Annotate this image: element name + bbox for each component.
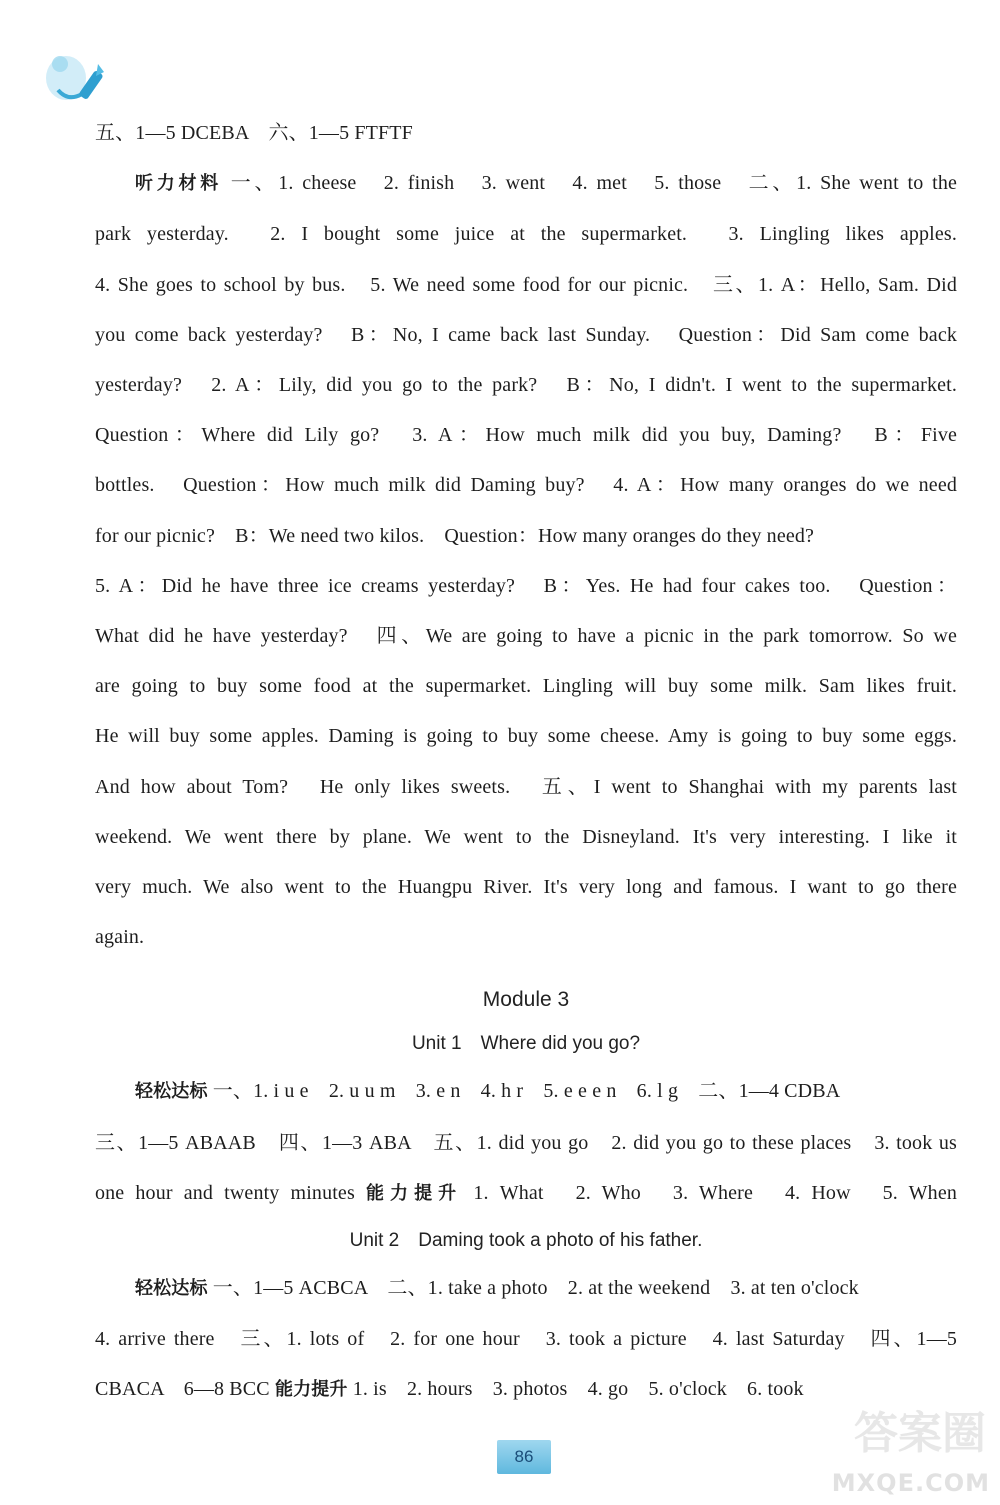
watermark-chinese: 答案圈	[854, 1408, 986, 1459]
text-line: park yesterday. 2. I bought some juice at the supermarket. 3. Lingling likes apples.	[95, 223, 957, 246]
text-line: He will buy some apples. Daming is going to buy some cheese. Amy is going to buy some eggs.	[95, 725, 957, 748]
text-line: bottles. Question：How much milk did Daming buy? 4. A：How many oranges do we need	[95, 474, 957, 497]
answer-page	[95, 108, 957, 1416]
unit-title: Unit 1 Where did you go?	[411, 1033, 641, 1055]
page-number-badge	[497, 1440, 551, 1474]
watermark-url: MXQE.COM	[831, 1469, 990, 1497]
text-line: yesterday? 2. A：Lily, did you go to the park? B：No, I didn't. I went to the supermarket.	[95, 374, 957, 397]
text-line	[95, 158, 957, 209]
text-line: 五、1—5 DCEBA 六、1—5 FTFTF	[95, 122, 413, 144]
text-segment: CBACA 6—8 BCC	[95, 1378, 270, 1401]
text-line	[95, 1066, 957, 1117]
text-segment: one hour and twenty minutes	[95, 1181, 355, 1204]
text-line: weekend. We went there by plane. We went to the Disneyland. It's very interesting. I like it	[95, 825, 957, 848]
listening-label: 听力材料	[135, 173, 222, 195]
text-line: Question：Where did Lily go? 3. A：How much milk did you buy, Daming? B：Five	[95, 424, 957, 447]
text-line: 三、1—5 ABAAB 四、1—3 ABA 五、1. did you go 2. did you go to these places 3. took us	[95, 1131, 957, 1154]
text-line: for our picnic? B：We need two kilos. Question：How many oranges do they need?	[95, 524, 815, 547]
section-label: 轻松达标	[135, 1081, 208, 1103]
text-segment: 一、1—5 ACBCA 二、1. take a photo 2. at the weekend 3. at ten o'clock	[212, 1277, 859, 1300]
module-title: Module 3	[482, 988, 570, 1012]
text-line: What did he have yesterday? 四、We are going to have a picnic in the park tomorrow. So we	[95, 625, 957, 648]
text-line	[95, 1168, 957, 1219]
text-line: you come back yesterday? B：No, I came back last Sunday. Question：Did Sam come back	[95, 323, 957, 346]
text-segment: 1. What 2. Who 3. Where 4. How 5. When	[473, 1181, 958, 1204]
text-line	[95, 1364, 957, 1415]
page-number: 86	[514, 1447, 534, 1466]
text-line: And how about Tom? He only likes sweets. 五、I went to Shanghai with my parents last	[95, 775, 957, 798]
corner-decoration-icon	[38, 42, 118, 112]
text-line: very much. We also went to the Huangpu River. It's very long and famous. I want to go there	[95, 876, 957, 899]
section-label: 轻松达标	[135, 1278, 208, 1300]
text-line: are going to buy some food at the supermarket. Lingling will buy some milk. Sam likes fruit.	[95, 675, 957, 698]
text-line: 4. She goes to school by bus. 5. We need some food for our picnic. 三、1. A：Hello, Sam. Did	[95, 273, 957, 296]
text-segment: 一、1. i u e 2. u u m 3. e n 4. h r 5. e e e n 6. l g 二、1—4 CDBA	[212, 1080, 841, 1103]
section-label: 能力提升	[274, 1379, 348, 1401]
text-segment: 一、1. cheese 2. finish 3. went 4. met 5. those 二、1. She went to the	[230, 172, 957, 195]
watermark-logo	[831, 1401, 994, 1501]
text-line: 4. arrive there 三、1. lots of 2. for one hour 3. took a picture 4. last Saturday 四、1—5	[95, 1328, 957, 1351]
text-segment: 1. is 2. hours 3. photos 4. go 5. o'clock 6. took	[352, 1378, 804, 1401]
text-line: again.	[95, 926, 145, 949]
section-label: 能力提升	[365, 1182, 463, 1204]
text-line: 5. A：Did he have three ice creams yesterday? B：Yes. He had four cakes too. Question：	[95, 574, 957, 597]
text-line	[95, 1263, 957, 1314]
unit-title: Unit 2 Daming took a photo of his father.	[349, 1230, 703, 1252]
